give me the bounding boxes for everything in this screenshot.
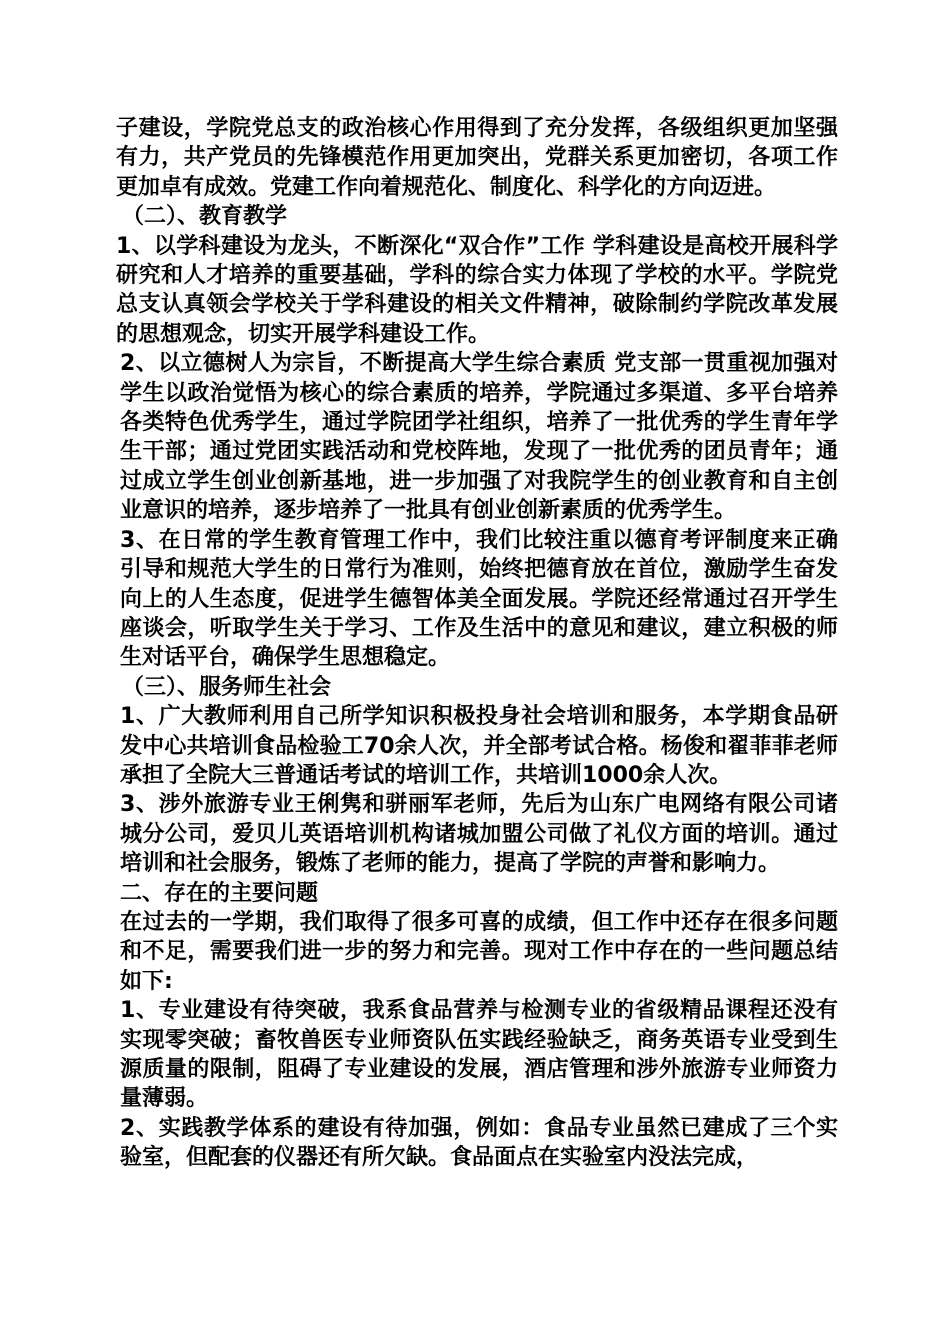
heading-main-problems: 二、存在的主要问题 [120, 880, 319, 906]
paragraph-etiquette-training: 3、涉外旅游专业王俐隽和骈丽军老师，先后为山东广电网络有限公司诸城分公司，爱贝儿英语培训机构诸城加盟公司做了礼仪方面的培训。通过培训和社会服务，锻炼了老师的能力，提高了学院的声誉和影响力。 [120, 792, 838, 877]
document-page [116, 114, 838, 1173]
paragraph-party-building: 子建设，学院党总支的政治核心作用得到了充分发挥，各级组织更加坚强有力，共产党员的先锋模范作用更加突出，党群关系更加密切，各项工作更加卓有成效。党建工作向着规范化、制度化、科学化的方向迈进。 [116, 116, 838, 200]
paragraph-problems-intro: 在过去的一学期，我们取得了很多可喜的成绩，但工作中还存在很多问题和不足，需要我们进一步的努力和完善。现对工作中存在的一些问题总结如下: [120, 909, 838, 994]
paragraph-discipline-construction: 1、以学科建设为龙头，不断深化“双合作”工作 学科建设是高校开展科学研究和人才培养的重要基础，学科的综合实力体现了学校的水平。学院党总支认真领会学校关于学科建设的相关文件精神，破除制约学院改革发展的思想观念，切实开展学科建设工作。 [116, 233, 838, 347]
paragraph-moral-education: 2、以立德树人为宗旨，不断提高大学生综合素质 党支部一贯重视加强对学生以政治觉悟为核心的综合素质的培养，学院通过多渠道、多平台培养各类特色优秀学生，通过学院团学社组织，培养了一批优秀的学生青年学生干部；通过党团实践活动和党校阵地，发现了一批优秀的团员青年；通过成立学生创业创新基地，进一步加强了对我院学生的创业教育和自主创业意识的培养，逐步培养了一批具有创业创新素质的优秀学生。 [120, 351, 838, 524]
paragraph-social-training: 1、广大教师利用自己所学知识积极投身社会培训和服务，本学期食品研发中心共培训食品检验工70余人次，并全部考试合格。杨俊和翟菲菲老师承担了全院大三普通话考试的培训工作，共培训1000余人次。 [120, 704, 838, 788]
heading-education-teaching: （二）、教育教学 [122, 204, 288, 230]
paragraph-problem-practice: 2、实践教学体系的建设有待加强，例如：食品专业虽然已建成了三个实验室，但配套的仪器还有所欠缺。食品面点在实验室内没法完成， [120, 1115, 838, 1171]
paragraph-student-management: 3、在日常的学生教育管理工作中，我们比较注重以德育考评制度来正确引导和规范大学生的日常行为准则，始终把德育放在首位，激励学生奋发向上的人生态度，促进学生德智体美全面发展。学院还经常通过召开学生座谈会，听取学生关于学习、工作及生活中的意见和建议，建立积极的师生对话平台，确保学生思想稳定。 [120, 527, 838, 671]
heading-service-society: （三）、服务师生社会 [122, 674, 332, 700]
paragraph-problem-specialty: 1、专业建设有待突破，我系食品营养与检测专业的省级精品课程还没有实现零突破；畜牧兽医专业师资队伍实践经验缺乏，商务英语专业受到生源质量的限制，阻碍了专业建设的发展，酒店管理和涉外旅游专业师资力量薄弱。 [120, 998, 838, 1112]
